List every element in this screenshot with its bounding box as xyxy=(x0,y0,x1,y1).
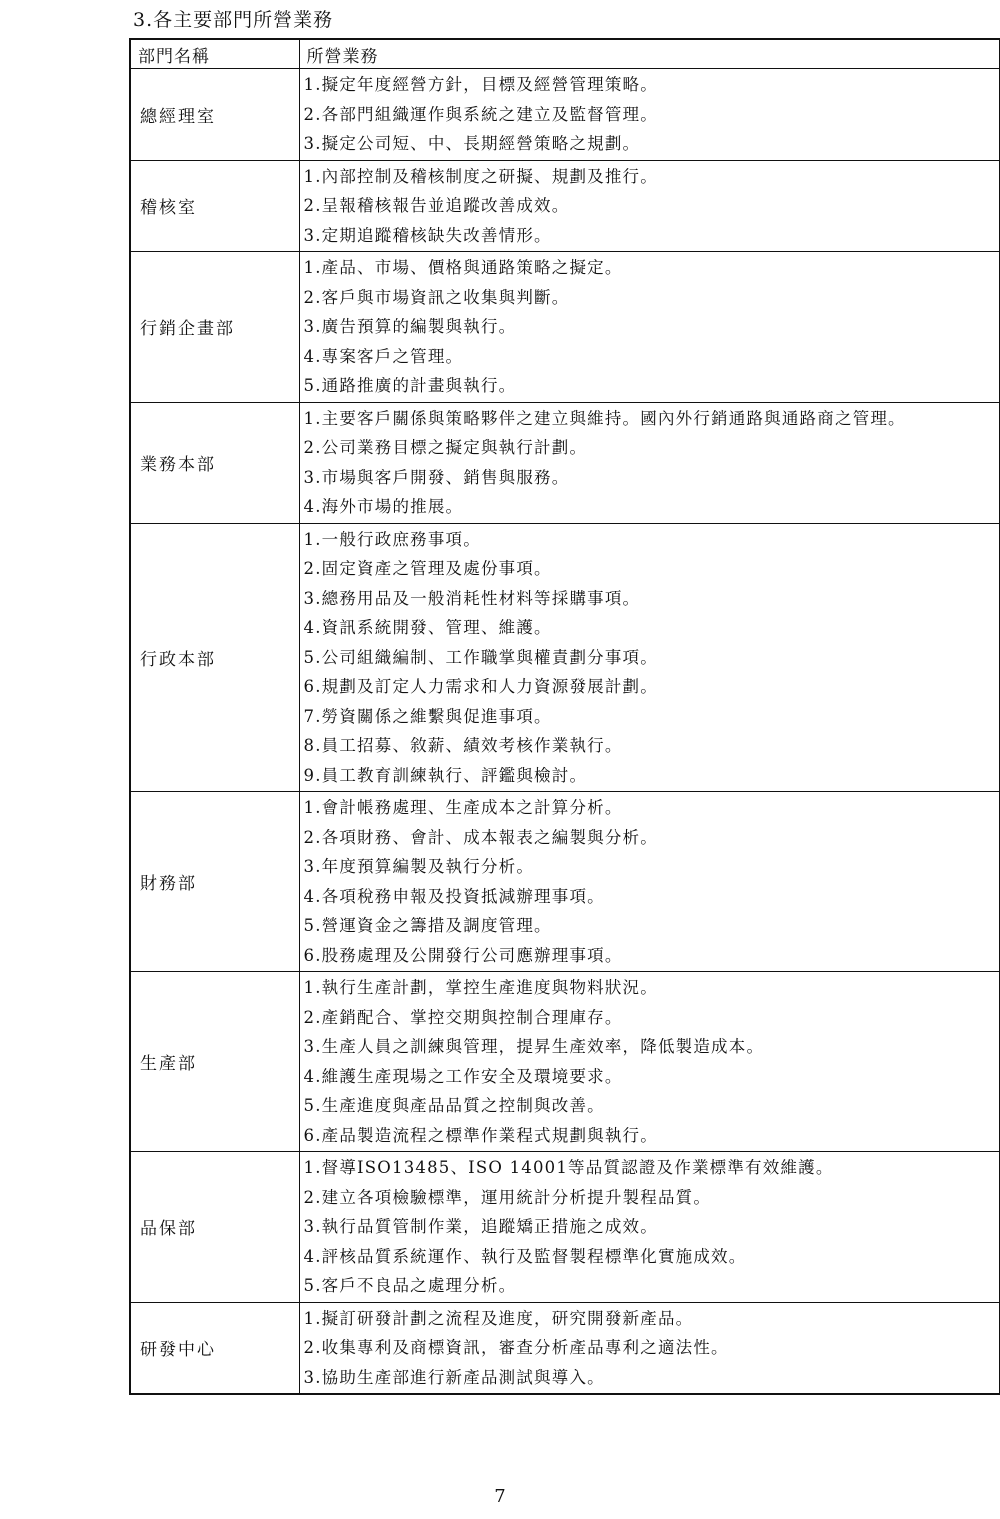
duties-cell xyxy=(299,69,1000,161)
duty-item: 5.客戶不良品之處理分析。 xyxy=(303,1276,517,1295)
duties-cell xyxy=(299,523,1000,792)
header-business-scope: 所營業務 xyxy=(299,39,1000,69)
duty-item: 4.專案客戶之管理。 xyxy=(303,346,464,366)
duty-item: 3.協助生產部進行新產品測試與導入。 xyxy=(303,1367,605,1387)
duty-item: 3.定期追蹤稽核缺失改善情形。 xyxy=(303,225,552,245)
table-row xyxy=(130,972,1000,1152)
department-name-cell: 總經理室 xyxy=(130,69,299,161)
duty-item: 1.擬訂研發計劃之流程及進度，研究開發新產品。 xyxy=(303,1308,694,1328)
duty-item: 2.建立各項檢驗標準，運用統計分析提升製程品質。 xyxy=(303,1187,712,1207)
department-name-cell: 稽核室 xyxy=(130,160,299,252)
duty-item: 3.執行品質管制作業，追蹤矯正措施之成效。 xyxy=(303,1217,658,1236)
table-row xyxy=(130,402,1000,523)
department-name-cell: 生產部 xyxy=(130,972,299,1152)
duty-item: 8.員工招募、敘薪、績效考核作業執行。 xyxy=(303,736,623,755)
duty-item: 3.廣告預算的編製與執行。 xyxy=(303,317,517,336)
duty-item: 2.各項財務、會計、成本報表之編製與分析。 xyxy=(303,827,658,847)
duty-item: 2.公司業務目標之擬定與執行計劃。 xyxy=(303,438,588,457)
duty-item: 6.產品製造流程之標準作業程式規劃與執行。 xyxy=(303,1125,658,1145)
header-department-name: 部門名稱 xyxy=(130,39,299,69)
duty-item: 1.主要客戶關係與策略夥伴之建立與維持。國內外行銷通路與通路商之管理。 xyxy=(303,408,906,428)
duty-item: 1.產品、市場、價格與通路策略之擬定。 xyxy=(303,258,623,277)
duties-cell xyxy=(299,972,1000,1152)
duty-item: 3.年度預算編製及執行分析。 xyxy=(303,857,535,876)
duty-item: 4.各項稅務申報及投資抵減辦理事項。 xyxy=(303,886,605,906)
table-row xyxy=(130,523,1000,792)
duty-item: 1.執行生產計劃，掌控生產進度與物料狀況。 xyxy=(303,978,658,997)
duties-cell xyxy=(299,1152,1000,1303)
department-name-cell: 行銷企畫部 xyxy=(130,252,299,403)
duty-item: 4.評核品質系統運作、執行及監督製程標準化實施成效。 xyxy=(303,1246,747,1266)
duty-item: 1.督導ISO13485、ISO 14001等品質認證及作業標準有效維護。 xyxy=(303,1158,834,1177)
duty-item: 2.客戶與市場資訊之收集與判斷。 xyxy=(303,287,570,307)
duties-cell xyxy=(299,792,1000,972)
department-name-cell: 財務部 xyxy=(130,792,299,972)
duty-item: 5.公司組織編制、工作職掌與權責劃分事項。 xyxy=(303,647,658,667)
department-name-cell: 品保部 xyxy=(130,1152,299,1303)
duties-cell xyxy=(299,160,1000,252)
duty-item: 2.固定資產之管理及處份事項。 xyxy=(303,559,552,578)
duties-cell xyxy=(299,252,1000,403)
duty-item: 2.產銷配合、掌控交期與控制合理庫存。 xyxy=(303,1007,623,1027)
duty-item: 2.收集專利及商標資訊，審查分析產品專利之適法性。 xyxy=(303,1338,729,1357)
duty-item: 1.內部控制及稽核制度之研擬、規劃及推行。 xyxy=(303,166,658,186)
duty-item: 1.擬定年度經營方針，目標及經營管理策略。 xyxy=(303,75,658,94)
duty-item: 2.各部門組織運作與系統之建立及監督管理。 xyxy=(303,104,658,124)
duty-item: 1.一般行政庶務事項。 xyxy=(303,529,481,549)
duty-item: 9.員工教育訓練執行、評鑑與檢討。 xyxy=(303,765,588,785)
table-body xyxy=(130,69,1000,1395)
duty-item: 3.擬定公司短、中、長期經營策略之規劃。 xyxy=(303,134,641,153)
duty-item: 4.海外市場的推展。 xyxy=(303,497,464,516)
department-name-cell: 業務本部 xyxy=(130,402,299,523)
duty-item: 3.市場與客戶開發、銷售與服務。 xyxy=(303,467,570,487)
duty-item: 4.維護生產現場之工作安全及環境要求。 xyxy=(303,1066,623,1086)
table-row xyxy=(130,252,1000,403)
page-number: 7 xyxy=(494,1486,506,1507)
table-row xyxy=(130,1302,1000,1394)
table-row xyxy=(130,1152,1000,1303)
duty-item: 5.營運資金之籌措及調度管理。 xyxy=(303,916,552,935)
duties-cell xyxy=(299,402,1000,523)
table-header-row xyxy=(130,39,1000,69)
table-row xyxy=(130,69,1000,161)
duties-cell xyxy=(299,1302,1000,1394)
duty-item: 5.生產進度與產品品質之控制與改善。 xyxy=(303,1096,605,1115)
duty-item: 3.生產人員之訓練與管理，提昇生產效率，降低製造成本。 xyxy=(303,1037,765,1056)
department-name-cell: 行政本部 xyxy=(130,523,299,792)
section-title: 3.各主要部門所營業務 xyxy=(133,9,334,31)
department-duties-table xyxy=(129,38,1000,1395)
duty-item: 6.股務處理及公開發行公司應辦理事項。 xyxy=(303,945,623,965)
duty-item: 1.會計帳務處理、生產成本之計算分析。 xyxy=(303,798,623,817)
duty-item: 2.呈報稽核報告並追蹤改善成效。 xyxy=(303,196,570,215)
table-row xyxy=(130,160,1000,252)
duty-item: 4.資訊系統開發、管理、維護。 xyxy=(303,618,552,637)
duty-item: 7.勞資關係之維繫與促進事項。 xyxy=(303,706,552,726)
duty-item: 6.規劃及訂定人力需求和人力資源發展計劃。 xyxy=(303,677,658,696)
department-name-cell: 研發中心 xyxy=(130,1302,299,1394)
duty-item: 5.通路推廣的計畫與執行。 xyxy=(303,376,517,395)
table-row xyxy=(130,792,1000,972)
duty-item: 3.總務用品及一般消耗性材料等採購事項。 xyxy=(303,588,641,608)
